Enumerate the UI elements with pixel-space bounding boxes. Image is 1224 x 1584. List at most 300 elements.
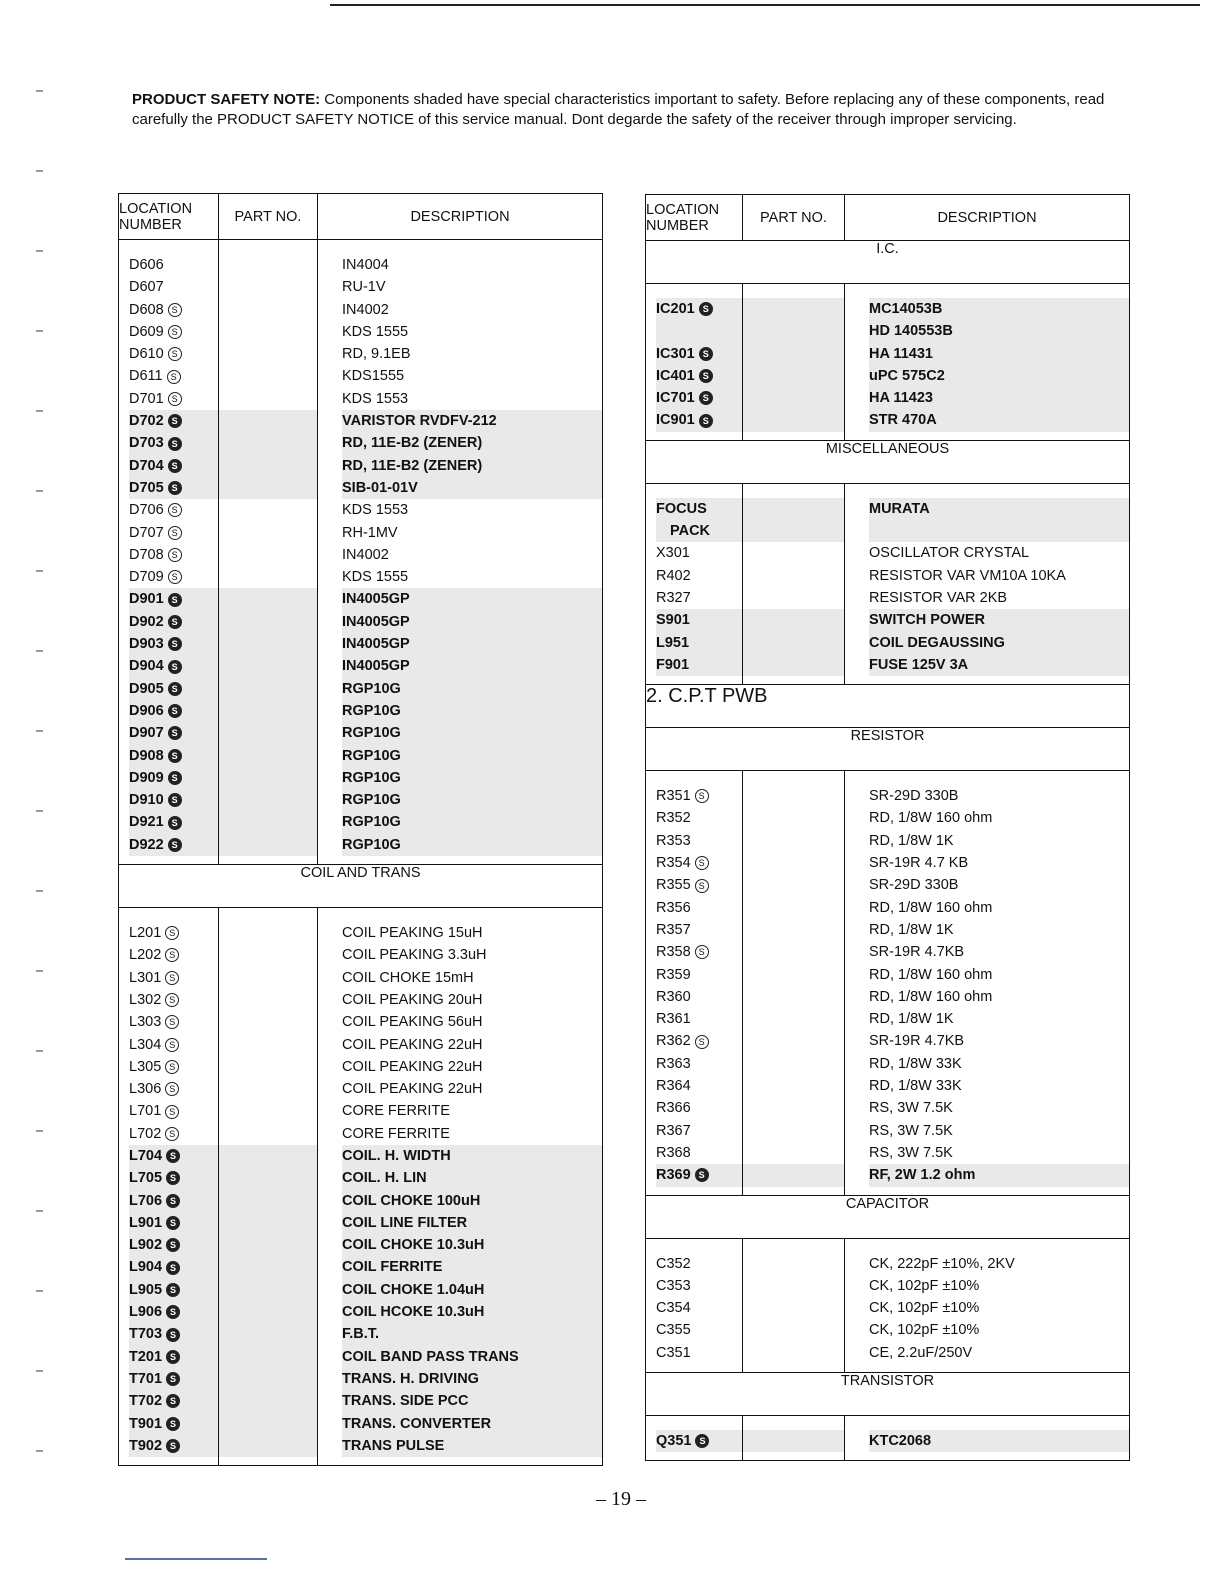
part-no-blank xyxy=(219,700,317,722)
part-no-blank xyxy=(743,830,844,852)
location-number: F901 xyxy=(656,654,742,676)
part-no-blank xyxy=(219,299,317,321)
part-description: RD, 11E-B2 (ZENER) xyxy=(342,432,602,454)
part-no-blank xyxy=(219,1034,317,1056)
part-description: SR-29D 330B xyxy=(869,877,959,894)
location-number: D902 S xyxy=(129,611,218,633)
location-number: L951 xyxy=(656,632,742,654)
part-no-blank xyxy=(219,834,317,856)
location-number: D608 S xyxy=(129,299,218,321)
part-no-blank xyxy=(219,1167,317,1189)
part-no-blank xyxy=(219,678,317,700)
location-number: IC901 S xyxy=(656,409,742,431)
safety-mark-icon: S xyxy=(166,1394,180,1408)
location-number: D706 S xyxy=(129,499,218,521)
safety-mark-icon: S xyxy=(699,414,713,428)
safety-mark-icon: S xyxy=(166,1216,180,1230)
safety-mark-icon: S xyxy=(168,816,182,830)
safety-mark-icon: S xyxy=(699,302,713,316)
part-description: HD 140553B xyxy=(869,320,1129,342)
location-number: D907 S xyxy=(129,722,218,744)
safety-mark-icon: S xyxy=(166,1328,180,1342)
part-no-blank xyxy=(219,588,317,610)
part-no-blank xyxy=(743,1075,844,1097)
location-number: D606 xyxy=(129,257,164,273)
location-number: L901 S xyxy=(129,1212,218,1234)
part-no-blank xyxy=(743,1164,844,1186)
location-number: C351 xyxy=(656,1344,691,1361)
safety-mark-icon: S xyxy=(168,682,182,696)
part-description: MURATA xyxy=(869,498,1129,520)
safety-note-label: PRODUCT SAFETY NOTE: xyxy=(132,91,321,108)
margin-tick xyxy=(36,330,43,332)
margin-tick xyxy=(36,970,43,972)
part-description: COIL PEAKING 22uH xyxy=(342,1058,483,1075)
safety-mark-icon: S xyxy=(165,1082,179,1096)
part-description: RD, 1/8W 160 ohm xyxy=(869,810,993,827)
part-no-blank xyxy=(219,1256,317,1278)
part-no-blank xyxy=(743,874,844,896)
part-description: COIL. H. LIN xyxy=(342,1167,602,1189)
safety-mark-icon: S xyxy=(695,945,709,959)
location-number: L305 S xyxy=(129,1056,218,1078)
part-description: KDS 1555 xyxy=(342,323,409,340)
cpt-pwb-section: 2. C.P.T PWB xyxy=(646,685,1130,728)
part-no-blank xyxy=(743,1275,844,1297)
location-number: R357 xyxy=(656,921,691,938)
part-no-cell xyxy=(743,483,845,684)
location-number: L904 S xyxy=(129,1256,218,1278)
part-no-blank xyxy=(219,1390,317,1412)
margin-tick xyxy=(36,810,43,812)
part-description: RD, 1/8W 160 ohm xyxy=(869,899,993,916)
description-header: DESCRIPTION xyxy=(845,195,1130,241)
part-no-blank xyxy=(743,807,844,829)
location-number: L705 S xyxy=(129,1167,218,1189)
left-parts-table xyxy=(118,193,603,1466)
part-description: SR-19R 4.7KB xyxy=(869,1033,965,1050)
part-description: RD, 1/8W 33K xyxy=(869,1078,962,1095)
safety-mark-icon: S xyxy=(166,1261,180,1275)
part-no-cell xyxy=(219,240,318,865)
part-no-blank xyxy=(219,388,317,410)
margin-tick xyxy=(36,490,43,492)
part-no-blank xyxy=(743,1120,844,1142)
part-description: RGP10G xyxy=(342,789,602,811)
location-number: D906 S xyxy=(129,700,218,722)
part-description: CK, 102pF ±10% xyxy=(869,1322,980,1339)
part-description: CK, 222pF ±10%, 2KV xyxy=(869,1255,1015,1272)
part-no-cell xyxy=(743,284,845,441)
part-no-blank xyxy=(743,298,844,320)
location-number: D904 S xyxy=(129,655,218,677)
location-number: L906 S xyxy=(129,1301,218,1323)
safety-mark-icon: S xyxy=(168,481,182,495)
safety-mark-icon: S xyxy=(166,1283,180,1297)
part-description: COIL CHOKE 100uH xyxy=(342,1190,602,1212)
part-description: uPC 575C2 xyxy=(869,365,1129,387)
safety-mark-icon: S xyxy=(165,1127,179,1141)
part-description: IN4002 xyxy=(342,546,389,563)
part-no-blank xyxy=(219,633,317,655)
part-description: HA 11423 xyxy=(869,387,1129,409)
part-no-blank xyxy=(219,321,317,343)
part-description: RD, 1/8W 160 ohm xyxy=(869,966,993,983)
location-number: D609 S xyxy=(129,321,218,343)
part-no-blank xyxy=(743,520,844,542)
part-description: CORE FERRITE xyxy=(342,1125,450,1142)
safety-mark-icon: S xyxy=(165,971,179,985)
location-number: D702 S xyxy=(129,410,218,432)
location-number: R327 xyxy=(656,589,691,606)
part-no-blank xyxy=(743,852,844,874)
part-no-blank xyxy=(219,544,317,566)
part-description: COIL PEAKING 20uH xyxy=(342,991,483,1008)
part-no-blank xyxy=(219,343,317,365)
safety-mark-icon: S xyxy=(166,1194,180,1208)
part-no-blank xyxy=(743,632,844,654)
part-description: COIL DEGAUSSING xyxy=(869,632,1129,654)
margin-tick xyxy=(36,890,43,892)
capacitor-block xyxy=(646,1238,1130,1372)
part-description: RF, 2W 1.2 ohm xyxy=(869,1164,1129,1186)
safety-mark-icon: S xyxy=(166,1171,180,1185)
part-description: RGP10G xyxy=(342,767,602,789)
safety-mark-icon: S xyxy=(168,660,182,674)
location-number: D708 S xyxy=(129,544,218,566)
safety-mark-icon: S xyxy=(168,548,182,562)
location-number: R358 S xyxy=(656,941,742,963)
part-no-blank xyxy=(219,944,317,966)
footer-rule xyxy=(125,1558,267,1560)
part-no-blank xyxy=(219,566,317,588)
part-no-blank xyxy=(743,565,844,587)
safety-mark-icon: S xyxy=(166,1439,180,1453)
part-description: COIL CHOKE 15mH xyxy=(342,969,474,986)
part-description: CORE FERRITE xyxy=(342,1103,450,1120)
safety-mark-icon: S xyxy=(165,1105,179,1119)
part-description: IN4005GP xyxy=(342,655,602,677)
location-number: R353 xyxy=(656,832,691,849)
part-no-blank xyxy=(219,1368,317,1390)
part-description: KDS 1553 xyxy=(342,390,409,407)
ic-block xyxy=(646,284,1130,441)
safety-mark-icon: S xyxy=(165,1060,179,1074)
location-number: L306 S xyxy=(129,1078,218,1100)
location-number: R360 xyxy=(656,988,691,1005)
safety-mark-icon: S xyxy=(165,993,179,1007)
margin-tick xyxy=(36,1050,43,1052)
part-description: KDS 1555 xyxy=(342,569,409,586)
part-description: COIL PEAKING 22uH xyxy=(342,1036,483,1053)
part-description: RGP10G xyxy=(342,722,602,744)
margin-tick xyxy=(36,730,43,732)
part-description: RESISTOR VAR 2KB xyxy=(869,589,1008,606)
part-no-blank xyxy=(743,1253,844,1275)
part-description: COIL HCOKE 10.3uH xyxy=(342,1301,602,1323)
part-description: COIL PEAKING 15uH xyxy=(342,925,483,942)
margin-tick xyxy=(36,1450,43,1452)
part-no-blank xyxy=(743,1342,844,1364)
part-no-blank xyxy=(743,409,844,431)
part-no-blank xyxy=(219,1234,317,1256)
part-no-blank xyxy=(743,1097,844,1119)
part-no-cell xyxy=(743,1415,845,1460)
location-number: D921 S xyxy=(129,811,218,833)
part-no-blank xyxy=(219,1011,317,1033)
location-number: D703 S xyxy=(129,432,218,454)
safety-mark-icon: S xyxy=(699,369,713,383)
location-number: L905 S xyxy=(129,1279,218,1301)
part-no-blank xyxy=(219,1435,317,1457)
part-description: TRANS. SIDE PCC xyxy=(342,1390,602,1412)
capacitor-section: CAPACITOR xyxy=(646,1195,1130,1238)
location-number: R367 xyxy=(656,1122,691,1139)
part-no-blank xyxy=(219,499,317,521)
part-no-blank xyxy=(219,410,317,432)
part-no-blank xyxy=(219,1100,317,1122)
margin-tick xyxy=(36,1290,43,1292)
margin-tick xyxy=(36,1370,43,1372)
part-no-blank xyxy=(219,1145,317,1167)
part-description: OSCILLATOR CRYSTAL xyxy=(869,545,1030,562)
part-no-blank xyxy=(743,609,844,631)
location-number: L303 S xyxy=(129,1011,218,1033)
safety-mark-icon: S xyxy=(166,1305,180,1319)
part-no-blank xyxy=(219,1078,317,1100)
part-description: COIL PEAKING 56uH xyxy=(342,1014,483,1031)
part-no-blank xyxy=(743,1297,844,1319)
part-description: IN4005GP xyxy=(342,611,602,633)
location-number: T701 S xyxy=(129,1368,218,1390)
location-number: L702 S xyxy=(129,1123,218,1145)
part-description: RD, 11E-B2 (ZENER) xyxy=(342,455,602,477)
part-no-blank xyxy=(219,655,317,677)
location-number: IC701 S xyxy=(656,387,742,409)
safety-mark-icon: S xyxy=(168,838,182,852)
top-rule xyxy=(330,4,1200,6)
location-number: D709 S xyxy=(129,566,218,588)
safety-mark-icon: S xyxy=(165,1015,179,1029)
margin-tick xyxy=(36,1210,43,1212)
part-no-blank xyxy=(743,1008,844,1030)
part-no-blank xyxy=(743,1430,844,1452)
part-no-header: PART NO. xyxy=(743,195,845,241)
part-description: RGP10G xyxy=(342,678,602,700)
location-number: D704 S xyxy=(129,455,218,477)
safety-mark-icon: S xyxy=(699,347,713,361)
part-no-blank xyxy=(743,941,844,963)
part-no-blank xyxy=(219,455,317,477)
location-number: D901 S xyxy=(129,588,218,610)
safety-mark-icon: S xyxy=(166,1149,180,1163)
part-description: SR-29D 330B xyxy=(869,788,959,805)
part-description: KDS1555 xyxy=(342,368,405,385)
location-number: L902 S xyxy=(129,1234,218,1256)
description-header: DESCRIPTION xyxy=(318,194,603,240)
location-number: T901 S xyxy=(129,1413,218,1435)
part-description: RD, 9.1EB xyxy=(342,346,411,363)
location-number: FOCUS xyxy=(656,498,742,520)
location-number: R362 S xyxy=(656,1030,742,1052)
margin-tick xyxy=(36,250,43,252)
part-no-blank xyxy=(219,922,317,944)
transistor-block xyxy=(646,1415,1130,1460)
part-no-cell xyxy=(743,1238,845,1372)
part-no-blank xyxy=(219,1301,317,1323)
product-safety-note xyxy=(132,90,1122,130)
location-number: C354 xyxy=(656,1300,691,1317)
location-number: T201 S xyxy=(129,1346,218,1368)
location-number: L201 S xyxy=(129,922,218,944)
safety-mark-icon: S xyxy=(168,570,182,584)
part-no-blank xyxy=(743,897,844,919)
part-description: IN4004 xyxy=(342,257,389,273)
part-description: IN4005GP xyxy=(342,633,602,655)
margin-tick xyxy=(36,650,43,652)
part-description: RGP10G xyxy=(342,811,602,833)
part-description: COIL LINE FILTER xyxy=(342,1212,602,1234)
location-number: R356 xyxy=(656,899,691,916)
location-number: D611 S xyxy=(129,365,218,387)
location-number: L202 S xyxy=(129,944,218,966)
part-no-blank xyxy=(219,276,317,298)
part-no-blank xyxy=(219,522,317,544)
margin-tick xyxy=(36,1130,43,1132)
part-description: SR-19R 4.7KB xyxy=(869,944,965,961)
part-description: RESISTOR VAR VM10A 10KA xyxy=(869,567,1066,584)
location-number: R354 S xyxy=(656,852,742,874)
part-description: RGP10G xyxy=(342,700,602,722)
location-number: D908 S xyxy=(129,745,218,767)
part-description: COIL FERRITE xyxy=(342,1256,602,1278)
part-no-blank xyxy=(219,745,317,767)
part-no-blank xyxy=(219,722,317,744)
part-description: TRANS PULSE xyxy=(342,1435,602,1457)
location-number: C355 xyxy=(656,1322,691,1339)
part-no-blank xyxy=(743,964,844,986)
part-description xyxy=(869,520,1129,542)
location-number: X301 xyxy=(656,545,690,562)
part-no-blank xyxy=(743,1053,844,1075)
part-no-blank xyxy=(219,1413,317,1435)
part-no-blank xyxy=(219,1212,317,1234)
part-no-blank xyxy=(743,498,844,520)
part-description: RU-1V xyxy=(342,279,386,296)
part-description: RD, 1/8W 1K xyxy=(869,1011,954,1028)
safety-mark-icon: S xyxy=(695,856,709,870)
part-no-blank xyxy=(743,587,844,609)
location-number: R369 S xyxy=(656,1164,742,1186)
safety-mark-icon: S xyxy=(168,347,182,361)
part-no-blank xyxy=(743,387,844,409)
part-description: CE, 2.2uF/250V xyxy=(869,1344,973,1361)
location-number: L304 S xyxy=(129,1034,218,1056)
location-number: D707 S xyxy=(129,522,218,544)
safety-mark-icon: S xyxy=(168,749,182,763)
part-no-blank xyxy=(219,477,317,499)
part-no-cell xyxy=(219,908,318,1466)
location-number: T703 S xyxy=(129,1323,218,1345)
location-number: R352 xyxy=(656,810,691,827)
safety-mark-icon: S xyxy=(167,370,181,384)
safety-mark-icon: S xyxy=(166,1417,180,1431)
part-no-blank xyxy=(743,1142,844,1164)
part-description: HA 11431 xyxy=(869,343,1129,365)
location-number: L704 S xyxy=(129,1145,218,1167)
safety-mark-icon: S xyxy=(165,1038,179,1052)
safety-mark-icon: S xyxy=(168,303,182,317)
part-no-header: PART NO. xyxy=(219,194,318,240)
ic-section: I.C. xyxy=(646,241,1130,284)
location-number: D905 S xyxy=(129,678,218,700)
location-number: L301 S xyxy=(129,967,218,989)
location-number: C353 xyxy=(656,1277,691,1294)
part-no-blank xyxy=(219,432,317,454)
part-description: KDS 1553 xyxy=(342,502,409,519)
location-number: R359 xyxy=(656,966,691,983)
part-no-blank xyxy=(743,343,844,365)
safety-mark-icon: S xyxy=(166,1350,180,1364)
part-description: RS, 3W 7.5K xyxy=(869,1122,953,1139)
safety-mark-icon: S xyxy=(695,1168,709,1182)
coil-block xyxy=(119,908,603,1466)
part-description: RD, 1/8W 1K xyxy=(869,832,954,849)
coil-and-trans-section: COIL AND TRANS xyxy=(119,865,603,908)
part-description: RGP10G xyxy=(342,834,602,856)
safety-mark-icon: S xyxy=(168,704,182,718)
part-description: FUSE 125V 3A xyxy=(869,654,1129,676)
location-number: R355 S xyxy=(656,874,742,896)
part-description: RD, 1/8W 33K xyxy=(869,1055,962,1072)
part-description: TRANS. H. DRIVING xyxy=(342,1368,602,1390)
location-number: R366 xyxy=(656,1100,691,1117)
part-no-blank xyxy=(219,967,317,989)
part-description: STR 470A xyxy=(869,409,1129,431)
part-description: RS, 3W 7.5K xyxy=(869,1144,953,1161)
margin-tick xyxy=(36,570,43,572)
location-number: D910 S xyxy=(129,789,218,811)
location-number: D903 S xyxy=(129,633,218,655)
part-no-blank xyxy=(219,789,317,811)
location-number: IC201 S xyxy=(656,298,742,320)
miscellaneous-section: MISCELLANEOUS xyxy=(646,440,1130,483)
part-no-blank xyxy=(743,785,844,807)
part-description: COIL PEAKING 22uH xyxy=(342,1081,483,1098)
safety-mark-icon: S xyxy=(168,793,182,807)
part-no-blank xyxy=(743,320,844,342)
part-description: COIL PEAKING 3.3uH xyxy=(342,947,487,964)
safety-mark-icon: S xyxy=(695,1434,709,1448)
part-description: KTC2068 xyxy=(869,1430,1129,1452)
part-description: COIL BAND PASS TRANS xyxy=(342,1346,602,1368)
safety-mark-icon: S xyxy=(168,414,182,428)
location-number: L302 S xyxy=(129,989,218,1011)
safety-mark-icon: S xyxy=(168,526,182,540)
location-number: D701 S xyxy=(129,388,218,410)
location-number: L706 S xyxy=(129,1190,218,1212)
location-number: R363 xyxy=(656,1055,691,1072)
location-number: R364 xyxy=(656,1078,691,1095)
location-number: D909 S xyxy=(129,767,218,789)
part-description: RH-1MV xyxy=(342,524,398,541)
part-description: TRANS. CONVERTER xyxy=(342,1413,602,1435)
safety-mark-icon: S xyxy=(168,593,182,607)
part-no-blank xyxy=(743,986,844,1008)
safety-mark-icon: S xyxy=(168,726,182,740)
part-description: RD, 1/8W 160 ohm xyxy=(869,988,993,1005)
location-number: C352 xyxy=(656,1255,691,1272)
